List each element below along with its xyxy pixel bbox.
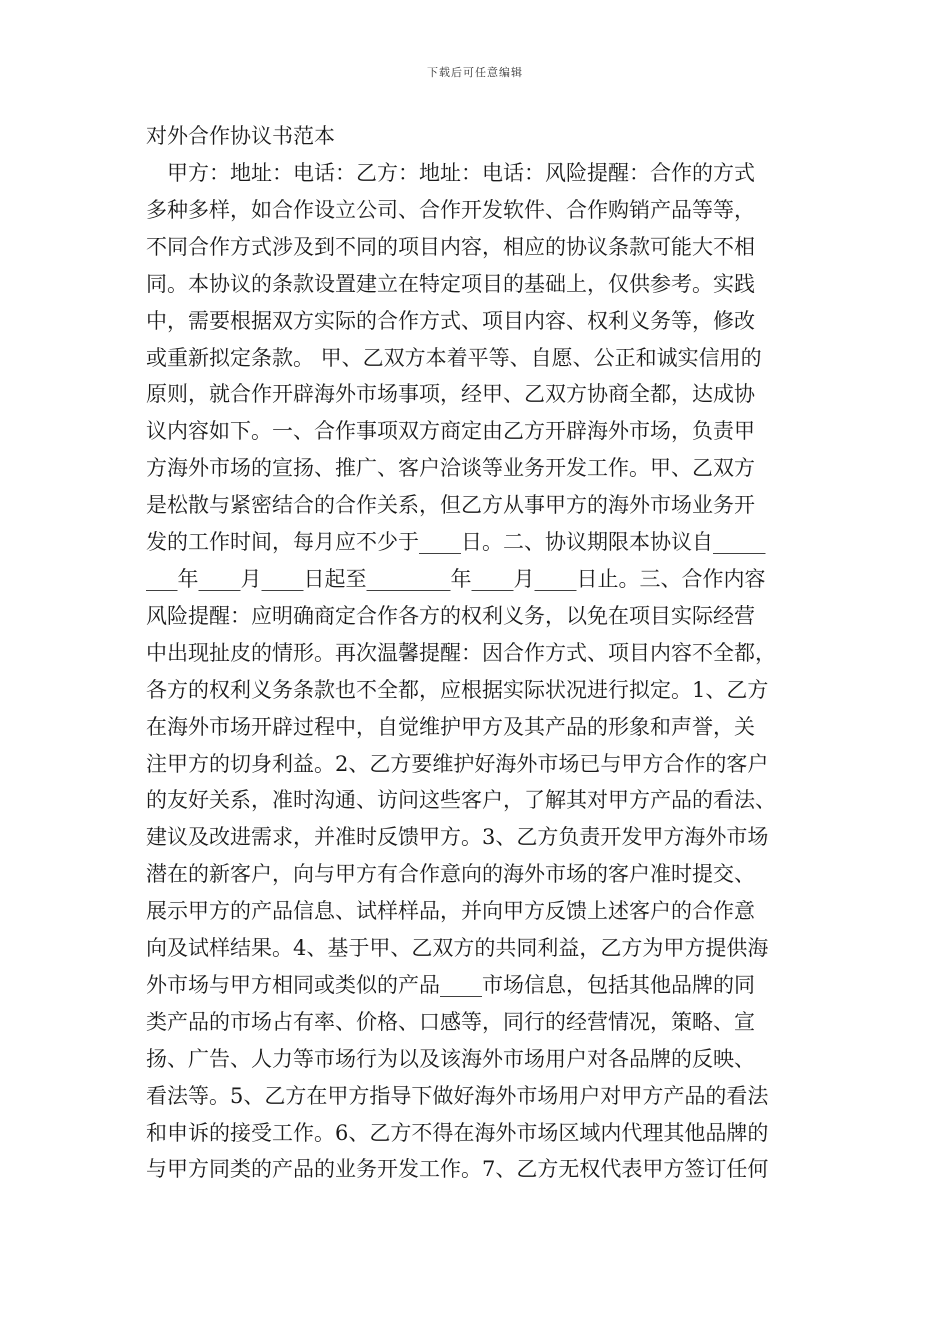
body-line: 展示甲方的产品信息、试样样品，并向甲方反馈上述客户的合作意 — [146, 899, 755, 924]
document-title: 对外合作协议书范本 — [146, 124, 335, 148]
body-line: 多种多样，如合作设立公司、合作开发软件、合作购销产品等等， — [146, 197, 755, 222]
page-header: 下载后可任意编辑 — [427, 66, 523, 79]
body-line: 在海外市场开辟过程中，自觉维护甲方及其产品的形象和声誉，关 — [146, 714, 755, 739]
body-line: 建议及改进需求，并准时反馈甲方。3、乙方负责开发甲方海外市场 — [146, 825, 769, 850]
body-line: 甲方：地址：电话：乙方：地址：电话：风险提醒：合作的方式 — [146, 161, 755, 185]
body-line: 风险提醒：应明确商定合作各方的权利义务，以免在项目实际经营 — [146, 603, 755, 628]
body-line: 注甲方的切身利益。2、乙方要维护好海外市场已与甲方合作的客户 — [146, 751, 769, 776]
body-line: 不同合作方式涉及到不同的项目内容，相应的协议条款可能大不相 — [146, 234, 755, 259]
body-line: 与甲方同类的产品的业务开发工作。7、乙方无权代表甲方签订任何 — [146, 1157, 769, 1182]
body-line: 中出现扯皮的情形。再次温馨提醒：因合作方式、项目内容不全都， — [146, 640, 776, 665]
body-line: 同。本协议的条款设置建立在特定项目的基础上，仅供参考。实践 — [146, 271, 755, 296]
document-body — [146, 155, 816, 1188]
body-line: 潜在的新客户，向与甲方有合作意向的海外市场的客户准时提交、 — [146, 862, 755, 887]
body-line: 看法等。5、乙方在甲方指导下做好海外市场用户对甲方产品的看法 — [146, 1083, 769, 1108]
body-line: 发的工作时间，每月应不少于____日。二、协议期限本协议自_____ — [146, 530, 766, 555]
body-line: 议内容如下。一、合作事项双方商定由乙方开辟海外市场，负责甲 — [146, 419, 755, 444]
body-line: 的友好关系，准时沟通、访问这些客户，了解其对甲方产品的看法、 — [146, 788, 776, 813]
body-line: 或重新拟定条款。 甲、乙双方本着平等、自愿、公正和诚实信用的 — [146, 345, 762, 370]
body-line: 扬、广告、人力等市场行为以及该海外市场用户对各品牌的反映、 — [146, 1046, 755, 1071]
body-line: 原则，就合作开辟海外市场事项，经甲、乙双方协商全都，达成协 — [146, 382, 755, 407]
body-line: 和申诉的接受工作。6、乙方不得在海外市场区域内代理其他品牌的 — [146, 1120, 769, 1145]
body-line: 方海外市场的宣扬、推广、客户洽谈等业务开发工作。甲、乙双方 — [146, 456, 755, 481]
body-line: 向及试样结果。4、基于甲、乙双方的共同利益，乙方为甲方提供海 — [146, 936, 769, 961]
body-line: 中，需要根据双方实际的合作方式、项目内容、权利义务等，修改 — [146, 308, 755, 333]
body-line: ___年____月____日起至________年____月____日止。三、合作内容 — [146, 566, 766, 591]
body-line: 各方的权利义务条款也不全都，应根据实际状况进行拟定。1、乙方 — [146, 677, 769, 702]
body-line: 外市场与甲方相同或类似的产品____市场信息，包括其他品牌的同 — [146, 972, 755, 997]
body-line: 是松散与紧密结合的合作关系，但乙方从事甲方的海外市场业务开 — [146, 493, 755, 518]
body-line: 类产品的市场占有率、价格、口感等，同行的经营情况，策略、宣 — [146, 1009, 755, 1034]
